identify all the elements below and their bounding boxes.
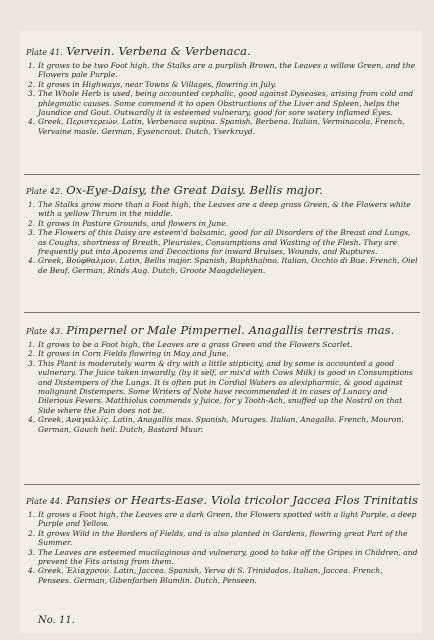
list-item [26,80,418,89]
plate-44-section [26,494,418,585]
list-item [26,529,418,548]
list-item [26,61,418,80]
item-number: 2. [28,528,36,538]
plate-42-section [26,184,418,275]
item-text: It grows in Corn Fields flowring in May and June. [38,349,229,359]
section-divider [24,312,420,313]
list-item [26,510,418,529]
plate-number: Plate 42. [26,187,63,196]
item-text: Greek, Περιστερεών. Latin, Verbenaca supina. Spanish, Berbena. Italian, Verminacola. French, Vervaine masle. German, Eysencraut. Dutch, Yserkruyd. [38,117,405,136]
list-item [26,566,418,585]
plate-heading [26,184,418,198]
list-item [26,349,418,358]
item-number: 1. [28,510,36,519]
section-divider [24,174,420,175]
item-number: 2. [28,349,36,359]
item-number: 3. [28,547,36,557]
plate-41-section [26,45,418,136]
plate-title: Vervein. Verbena & Verbenaca. [66,44,251,58]
item-text: The Whole Herb is used, being accounted cephalic, good against Dyseases, arising from cold and phlegmatic causes. Some commend it to open Obstructions of the Liver and Spleen, helps the Jaundice and Gout. Outwardly it is esteemed vulnerary, good for sore watery inflamed Eyes. [38,89,414,118]
item-text: It grows Wild in the Borders of Fields, and is also planted in Gardens, flowring great Part of the Summer. [38,528,408,548]
item-text: Greek, Αναγαλλίς. Latin, Anagallis mas. Spanish, Muruges. Italian, Anagallo. French, Mouron. German, Gauch heil. Dutch, Bastard Muur. [38,415,404,434]
item-text: Greek, Βούφθαλμον. Latin, Bellis major. Spanish, Buphthalmo. Italian, Occhio di Bue. French, Oiel de Beuf. German, Rinds Aug. Dutch, Groote Maagdelieyen. [38,256,418,275]
item-number: 1. [28,200,36,209]
plate-item-list [26,200,418,275]
page-number: No. 11. [38,615,75,626]
list-item [26,340,418,349]
item-text: It grows in Pasture Grounds, and flowers in June. [38,218,229,228]
item-number: 4. [28,256,36,266]
list-item [26,200,418,219]
item-number: 3. [28,228,36,238]
plate-43-section [26,324,418,434]
plate-item-list [26,510,418,585]
item-number: 1. [28,61,36,70]
item-number: 2. [28,218,36,228]
item-text: The Leaves are esteemed mucilaginous and vulnerary, good to take off the Gripes in Children, and prevent the Fits arising from them. [38,547,418,567]
item-number: 3. [28,89,36,99]
item-number: 4. [28,566,36,576]
plate-item-list [26,340,418,434]
item-text: It grows to be two Foot high, the Stalks are a purplish Brown, the Leaves a willow Green, and the Flowers pale Purple. [38,61,416,80]
item-text: It grows a Foot high, the Leaves are a dark Green, the Flowers spotted with a light Purple, a deep Purple and Yellow. [38,510,417,529]
item-number: 4. [28,117,36,127]
list-item [26,415,418,434]
plate-title: Ox-Eye-Daisy, the Great Daisy. Bellis major. [66,183,323,197]
item-number: 2. [28,79,36,89]
list-item [26,228,418,256]
item-text: The Stalks grow more than a Foot high, the Leaves are a deep grass Green, & the Flowers white with a yellow Thrum in the middle. [38,200,411,219]
item-number: 4. [28,415,36,425]
list-item [26,359,418,415]
plate-heading [26,324,418,338]
item-text: The Flowers of this Daisy are esteem'd balsamic, good for all Disorders of the Breast and Lungs, as Coughs, shortness of Breath, Pleurisies, Consumptions and Wasting of the Flesh. They are frequently put into Apozems and Decoctions for inward Bruises, Wounds, and Ruptures. [38,228,411,257]
section-divider [24,484,420,485]
item-text: Greek, Ἐλίαχρσον. Latin, Jaccea. Spanish, Yerva di S. Trinidados. Italian, Jaccea. French, Pensees. German, Gibenfarben Blumlin. Dutch, Penseen. [38,566,383,585]
plate-number: Plate 41. [26,48,63,57]
item-number: 3. [28,358,36,368]
item-text: It grows to be a Foot high, the Leaves are a grass Green and the Flowers Scarlet. [38,340,353,349]
item-number: 1. [28,340,36,349]
plate-number: Plate 43. [26,327,63,336]
plate-title: Pansies or Hearts-Ease. Viola tricolor Jaccea Flos Trinitatis [66,493,418,507]
list-item [26,117,418,136]
plate-heading [26,494,418,508]
list-item [26,548,418,567]
list-item [26,256,418,275]
item-text: It grows in Highways, near Towns & Villages, flowring in July. [38,79,277,89]
item-text: This Plant is moderately warm & dry with a little stipticity, and by some is accounted a good vulnerary. The Juice taken inwardly, (by it self, or mix'd with Cows Milk) is good in Consumptions and Distempers of the Lungs. It is often put in Cordial Waters as alexipharmic, & good against malignant Distempers. Some Writers of Note have recommended it in cases of Lunacy and Dilerious Fevers. Matthiolus commends y Juice, for y Tooth-Ach, snuffed up the Nostril on that Side where the Pain does not be. [38,358,413,415]
plate-title: Pimpernel or Male Pimpernel. Anagallis terrestris mas. [66,323,395,337]
plate-number: Plate 44. [26,497,63,506]
list-item [26,89,418,117]
list-item [26,219,418,228]
plate-item-list [26,61,418,136]
plate-heading [26,45,418,59]
